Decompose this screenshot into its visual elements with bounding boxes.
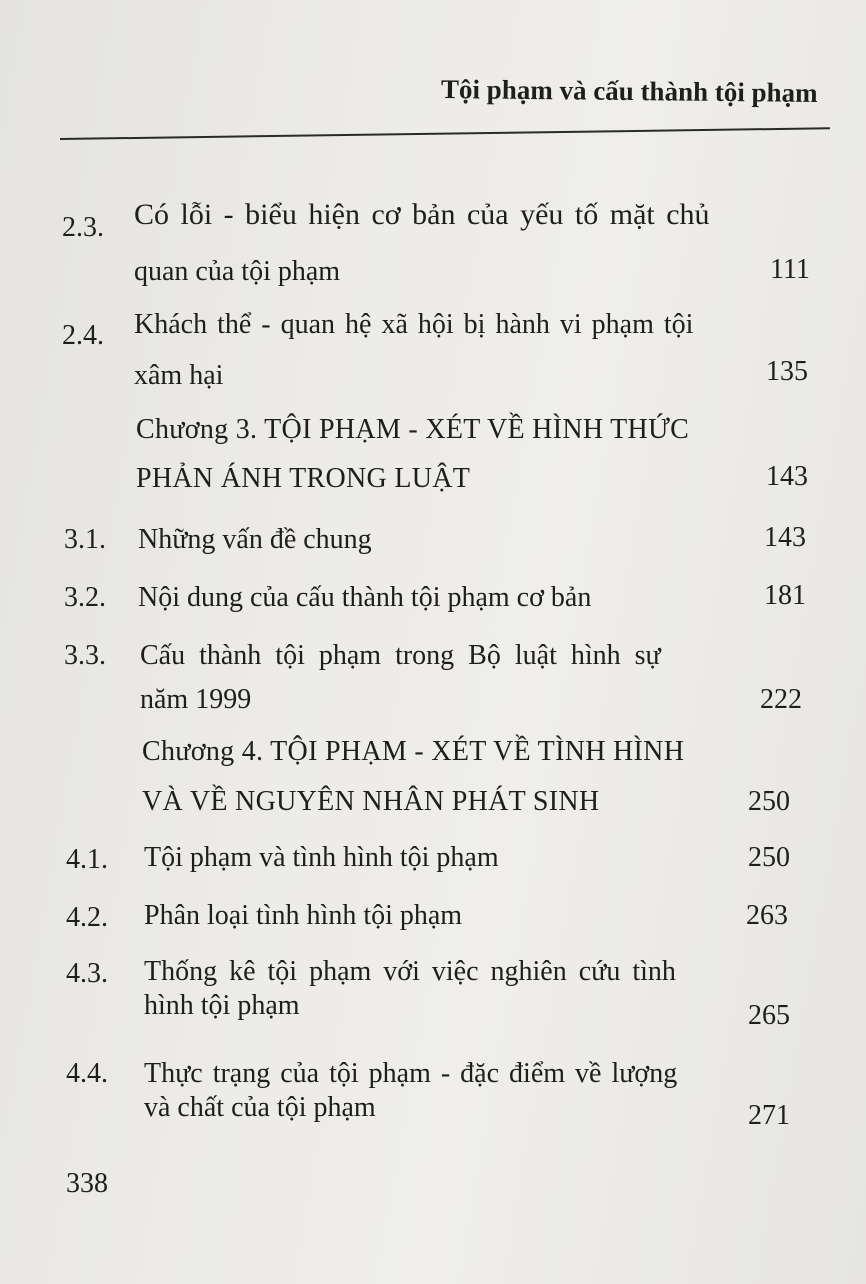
toc-entry-number: 2.4. <box>62 320 104 351</box>
toc-chapter-title: Chương 3. TỘI PHẠM - XÉT VỀ HÌNH THỨC <box>136 414 690 445</box>
toc-entry-number: 2.3. <box>62 212 104 243</box>
toc-entry-title: Có lỗi - biểu hiện cơ bản của yếu tố mặt chủ <box>134 198 710 231</box>
toc-entry-number: 3.2. <box>64 582 106 613</box>
toc-entry-number: 4.2. <box>66 902 108 933</box>
toc-page-number: 135 <box>766 356 808 387</box>
toc-entry-number: 3.1. <box>64 524 106 555</box>
running-head: Tội phạm và cấu thành tội phạm <box>441 74 819 108</box>
toc-page-number: 250 <box>748 842 790 873</box>
toc-entry-number: 3.3. <box>64 640 106 671</box>
toc-entry-number: 4.1. <box>66 844 108 875</box>
toc-entry-number: 4.4. <box>66 1058 108 1089</box>
toc-entry-title: Thực trạng của tội phạm - đặc điểm về lượng <box>144 1058 678 1089</box>
toc-entry-title-continued: năm 1999 <box>140 684 252 715</box>
toc-page-number: 265 <box>748 1000 790 1031</box>
toc-page-number: 250 <box>748 786 790 817</box>
toc-entry-number: 4.3. <box>66 958 108 989</box>
toc-page-number: 143 <box>766 461 808 492</box>
page-folio-number: 338 <box>66 1168 108 1199</box>
toc-entry-title: Phân loại tình hình tội phạm <box>144 900 463 931</box>
toc-page-number: 143 <box>764 522 806 553</box>
toc-page-number: 222 <box>760 684 802 715</box>
toc-chapter-title-continued: PHẢN ÁNH TRONG LUẬT <box>136 463 471 494</box>
toc-entry-title-continued: quan của tội phạm <box>134 256 341 287</box>
toc-page-number: 111 <box>770 254 810 285</box>
toc-entry-title: Khách thể - quan hệ xã hội bị hành vi phạm tội <box>134 309 694 340</box>
toc-page-number: 263 <box>746 900 788 931</box>
toc-entry-title-continued: hình tội phạm <box>144 990 300 1021</box>
toc-entry-title-continued: xâm hại <box>134 360 224 391</box>
toc-entry-title: Cấu thành tội phạm trong Bộ luật hình sự <box>140 640 661 671</box>
toc-chapter-title-continued: VÀ VỀ NGUYÊN NHÂN PHÁT SINH <box>142 786 600 817</box>
toc-entry-title: Thống kê tội phạm với việc nghiên cứu tình <box>144 956 676 987</box>
toc-chapter-title: Chương 4. TỘI PHẠM - XÉT VỀ TÌNH HÌNH <box>142 736 685 767</box>
toc-entry-title: Nội dung của cấu thành tội phạm cơ bản <box>138 582 592 613</box>
toc-entry-title-continued: và chất của tội phạm <box>144 1092 376 1123</box>
toc-entry-title: Những vấn đề chung <box>138 524 372 555</box>
toc-entry-title: Tội phạm và tình hình tội phạm <box>144 842 499 873</box>
toc-page-number: 181 <box>764 580 806 611</box>
toc-page-number: 271 <box>748 1100 790 1131</box>
